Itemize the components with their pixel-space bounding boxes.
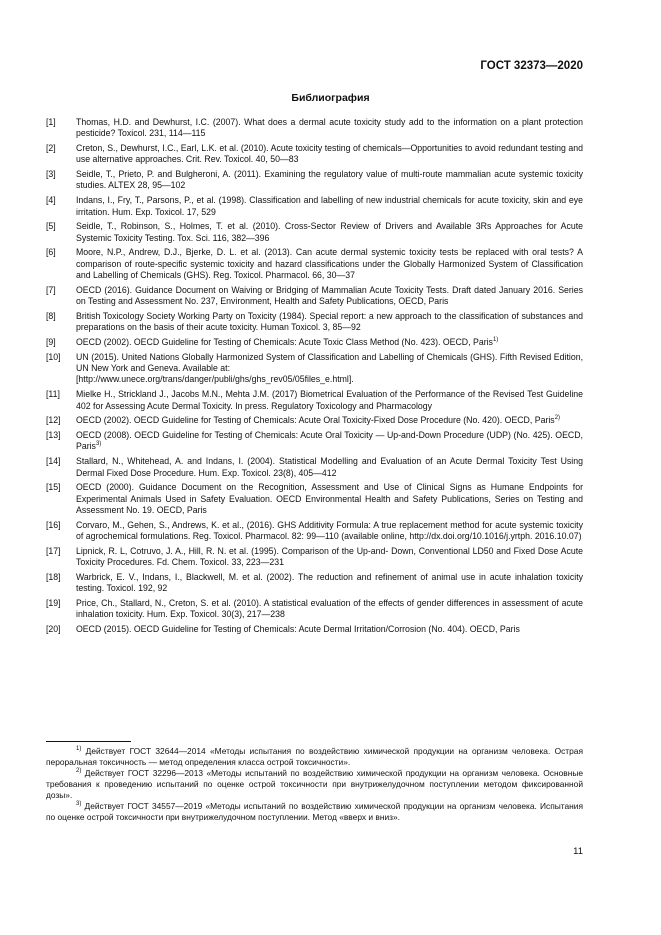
footnote [46, 801, 583, 823]
reference-body: OECD (2002). OECD Guideline for Testing of Chemicals: Acute Toxic Class Method (No. 423). OECD, Paris [76, 337, 493, 348]
reference-text [76, 456, 583, 479]
reference-body: Price, Ch., Stallard, N., Creton, S. et al. (2010). A statistical evaluation of the effects of gender differences in assessment of acute inhalation toxicity. Hum. Exp. Toxicol. 30(3), 217—238 [76, 597, 583, 620]
reference-text [76, 482, 583, 516]
reference-item [46, 311, 583, 334]
reference-body: OECD (2002). OECD Guideline for Testing of Chemicals: Acute Oral Toxicity-Fixed Dose Procedure (No. 420). OECD, Paris [76, 415, 555, 426]
footnote-mark: 1) [76, 746, 82, 752]
reference-text [76, 520, 583, 543]
reference-item [46, 221, 583, 244]
reference-item [46, 598, 583, 621]
reference-text [76, 389, 583, 412]
reference-number: [20] [46, 624, 61, 635]
reference-number: [13] [46, 430, 61, 441]
reference-number: [19] [46, 597, 61, 608]
footnote-text: Действует ГОСТ 32644—2014 «Методы испытания по воздействию химической продукции на организм человека. Острая пероральная токсичность — метод определения класса острой токсичности». [46, 746, 583, 767]
reference-item [46, 572, 583, 595]
reference-number: [18] [46, 571, 61, 582]
reference-item [46, 389, 583, 412]
reference-number: [17] [46, 545, 61, 556]
reference-number: [12] [46, 415, 61, 426]
reference-number: [7] [46, 284, 56, 295]
reference-text [76, 117, 583, 140]
reference-text [76, 546, 583, 569]
reference-item [46, 285, 583, 308]
reference-text [76, 598, 583, 621]
reference-item [46, 117, 583, 140]
reference-text [76, 337, 583, 348]
reference-text [76, 624, 583, 635]
reference-body: Seidle, T., Prieto, P. and Bulgheroni, A. (2011). Examining the regulatory value of multi-route mammalian acute systemic toxicity studies. ALTEX 28, 95—102 [76, 169, 583, 191]
reference-item [46, 352, 583, 386]
reference-number: [5] [46, 221, 56, 232]
reference-body: Indans, I., Fry, T., Parsons, P., et al. (1998). Classification and labelling of new industrial chemicals for acute toxicity, skin and eye irritation. Hum. Exp. Toxicol. 17, 529 [76, 195, 583, 217]
reference-number: [14] [46, 456, 61, 467]
reference-text [76, 430, 583, 453]
reference-item [46, 624, 583, 635]
reference-item [46, 247, 583, 281]
reference-body: Stallard, N., Whitehead, A. and Indans, I. (2004). Statistical Modelling and Evaluation of an Acute Dermal Toxicity Test Using Dermal Fixed Dose Procedure. Hum. Exp. Toxicol. 23(8), 405—412 [76, 456, 583, 478]
reference-text [76, 285, 583, 308]
reference-number: [3] [46, 169, 56, 180]
reference-number: [15] [46, 482, 61, 493]
reference-item [46, 456, 583, 479]
standard-code: ГОСТ 32373—2020 [480, 60, 583, 72]
reference-item [46, 546, 583, 569]
reference-number: [4] [46, 195, 56, 206]
reference-item [46, 337, 583, 348]
reference-body: Seidle, T., Robinson, S., Holmes, T. et al. (2010). Cross-Sector Review of Drivers and Available 3Rs Approaches for Acute Systemic Toxicity Testing. Tox. Sci. 116, 382—396 [76, 221, 583, 243]
reference-number: [1] [46, 117, 56, 127]
page-number: 11 [573, 846, 583, 857]
reference-body: Thomas, H.D. and Dewhurst, I.C. (2007). What does a dermal acute toxicity study add to the information on a plant protection pesticide? Toxicol. 231, 114—115 [76, 117, 583, 139]
reference-item [46, 430, 583, 453]
reference-body: Lipnick, R. L, Cotruvo, J. A., Hill, R. N. et al. (1995). Comparison of the Up-and- Down, Conventional LD50 and Fixed Dose Acute Toxicity Procedures. Fd. Chem. Toxicol. 33, 223—231 [76, 545, 583, 568]
reference-body: Creton, S., Dewhurst, I.C., Earl, L.K. et al. (2010). Acute toxicity testing of chemicals—Opportunities to avoid redundant testing and use alternative approaches. Crit. Rev. Toxicol. 40, 50—83 [76, 143, 583, 165]
footnote-marker: 2) [554, 415, 561, 422]
reference-number: [6] [46, 247, 56, 258]
bibliography-title: Библиография [291, 92, 370, 104]
reference-text [76, 247, 583, 281]
reference-item [46, 195, 583, 218]
reference-number: [2] [46, 143, 56, 154]
reference-number: [10] [46, 351, 61, 362]
reference-body: Mielke H., Strickland J., Jacobs M.N., Mehta J.M. (2017) Biometrical Evaluation of the Performance of the Revised Test Guideline 402 for Assessing Acute Dermal Toxicity. In press. Regulatory Toxicology and Pharmacology [76, 389, 583, 411]
reference-text [76, 169, 583, 192]
reference-number: [11] [46, 389, 60, 400]
reference-text [76, 221, 583, 244]
footnote-text: Действует ГОСТ 34557—2019 «Методы испытаний по воздействию химической продукции на организм человека. Испытания по оценке острой токсичности при внутрижелудочном поступлении. Метод «вверх и вниз». [46, 801, 583, 822]
reference-item [46, 143, 583, 166]
reference-body: Moore, N.P., Andrew, D.J., Bjerke, D. L. et al. (2013). Can acute dermal systemic toxicity tests be replaced with oral tests? A comparison of route-specific systemic toxicity and hazard classifications under the Globally Harmonized System of Classification and Labelling of Chemicals (GHS). Reg. Toxicol. Pharmacol. 66, 30—37 [76, 247, 583, 281]
reference-text [76, 572, 583, 595]
reference-body: OECD (2000). Guidance Document on the Recognition, Assessment and Use of Clinical Signs as Humane Endpoints for Experimental Animals Used in Safety Evaluation. OECD Environmental Health and Safety Publications, Series on Testing and Assessment No. 19. OECD, Paris [76, 482, 583, 515]
reference-body: OECD (2015). OECD Guideline for Testing of Chemicals: Acute Dermal Irritation/Corrosion (No. 404). OECD, Paris [76, 624, 520, 635]
reference-text [76, 143, 583, 166]
reference-number: [9] [46, 337, 56, 348]
reference-body: OECD (2016). Guidance Document on Waiving or Bridging of Mammalian Acute Toxicity Tests. Draft dated January 2016. Series on Testing and Assessment No. 237, Environment, Health and Safety Publications, OECD, Paris [76, 284, 583, 307]
reference-number: [8] [46, 310, 56, 321]
footnote-mark: 3) [76, 801, 82, 807]
reference-item [46, 169, 583, 192]
footnote-mark: 2) [76, 768, 82, 774]
reference-body: Corvaro, M., Gehen, S., Andrews, K. et al., (2016). GHS Additivity Formula: A true replacement method for acute systemic toxicity of agrochemical formulations. Reg. Toxicol. Pharmacol. 82: 99—110 (available online, http://dx.doi.org/10.1016/j.yrtph. 2016.10.07) [76, 519, 583, 541]
footnote-divider [46, 741, 131, 742]
reference-item [46, 482, 583, 516]
reference-item [46, 415, 583, 426]
reference-text [76, 195, 583, 218]
reference-list [46, 117, 583, 639]
reference-text [76, 352, 583, 386]
reference-text [76, 415, 583, 426]
footnote [46, 746, 583, 768]
reference-body: Warbrick, E. V., Indans, I., Blackwell, M. et al. (2002). The reduction and refinement of animal use in acute inhalation toxicity testing. Toxicol. 192, 92 [76, 571, 583, 594]
footnote-marker: 1) [492, 337, 499, 344]
footnote-marker: 3) [95, 441, 102, 448]
reference-body: UN (2015). United Nations Globally Harmonized System of Classification and Labelling of Chemicals (GHS). Fifth Revised Edition, UN New York and Geneva. Available at: [http://www.unece.org/trans/danger/publi/ghs/ghs_rev05/05files_e.html]. [76, 351, 583, 385]
reference-text [76, 311, 583, 334]
footnote-text: Действует ГОСТ 32296—2013 «Методы испытаний по воздействию химической продукции на организм человека. Основные требования к проведению испытаний по оценке острой токсичности при внутрижелудочном поступлении методом фиксированной дозы». [46, 768, 583, 800]
reference-body: British Toxicology Society Working Party on Toxicity (1984). Special report: a new approach to the classification of substances and preparations on the basis of their acute toxicity. Human Toxicol. 3, 85—92 [76, 310, 583, 333]
reference-item [46, 520, 583, 543]
footnote-list [46, 746, 583, 823]
footnote [46, 768, 583, 801]
reference-body: OECD (2008). OECD Guideline for Testing of Chemicals: Acute Oral Toxicity — Up-and-Down Procedure (UDP) (No. 425). OECD, Paris [76, 430, 583, 452]
reference-number: [16] [46, 519, 61, 530]
